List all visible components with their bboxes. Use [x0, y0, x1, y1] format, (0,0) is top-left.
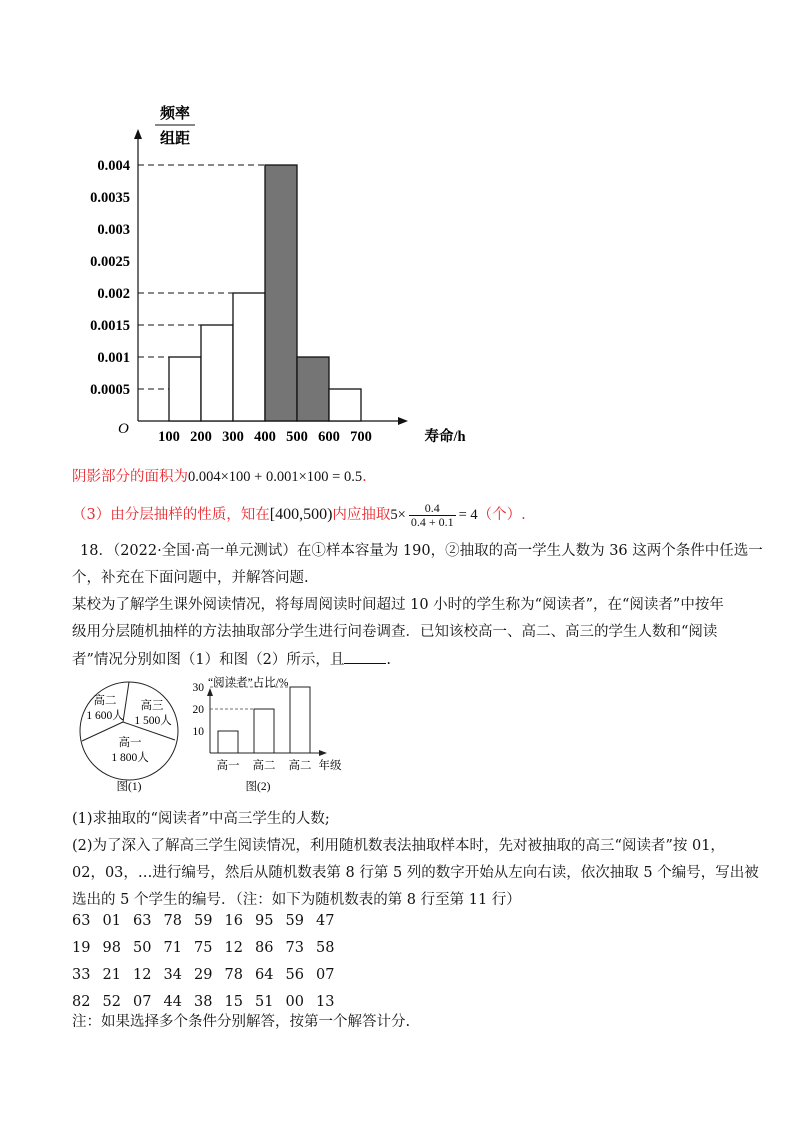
- expr-lead: 5×: [390, 507, 406, 523]
- bar2-title: “阅读者”占比/%: [208, 677, 289, 689]
- q18-line5-text: 者”情况分别如图（1）和图（2）所示，且: [72, 652, 345, 668]
- pie-divider-left: [82, 722, 123, 741]
- random-table-cell: 15: [224, 994, 243, 1010]
- bar2-category-label: 高二: [288, 760, 312, 772]
- random-table-cell: 33: [72, 967, 91, 983]
- question-2-line2: 02，03，…进行编号，然后从随机数表第 8 行第 5 列的数字开始从左向右读，依次抽取 5 个编号，写出被: [72, 865, 759, 881]
- hist-y-arrow: [134, 129, 142, 139]
- hist-x-label: 寿命/h: [424, 429, 466, 445]
- bar2-bar: [290, 687, 310, 753]
- random-table-cell: 51: [255, 994, 274, 1010]
- question-1: (1)求抽取的“阅读者”中高三学生的人数;: [72, 811, 330, 827]
- random-table-row: [72, 965, 334, 985]
- random-table-cell: 29: [194, 967, 213, 983]
- random-table-cell: 00: [285, 994, 304, 1010]
- hist-y-tick-label: 0.0005: [90, 382, 130, 398]
- random-table-cell: 07: [133, 994, 152, 1010]
- fraction: [409, 502, 456, 529]
- bar2-bar: [218, 731, 238, 753]
- hist-bar: [201, 325, 233, 421]
- random-table-cell: 86: [255, 940, 274, 956]
- pie-g1-label: 高一: [118, 737, 142, 749]
- hist-bar: [233, 293, 265, 421]
- random-table-cell: 78: [224, 967, 243, 983]
- question-2-line3: 选出的 5 个学生的编号．（注：如下为随机数表的第 8 行至第 11 行）: [72, 892, 521, 908]
- hist-x-tick-label: 200: [190, 429, 212, 445]
- hist-y-tick-label: 0.0025: [90, 254, 130, 270]
- random-table-cell: 21: [102, 967, 121, 983]
- bar2-y-tick-label: 20: [192, 704, 204, 716]
- random-table-cell: 52: [102, 994, 121, 1010]
- random-table-cell: 34: [163, 967, 182, 983]
- area-label: 阴影部分的面积为: [72, 469, 188, 485]
- random-table-cell: 58: [316, 940, 335, 956]
- hist-y-tick-label: 0.0035: [90, 190, 130, 206]
- hist-bar: [169, 357, 201, 421]
- part3-line: [72, 500, 526, 530]
- random-table-cell: 73: [285, 940, 304, 956]
- random-table-cell: 98: [102, 940, 121, 956]
- interval: [400,500): [269, 506, 333, 523]
- pie-g1-count: 1 800人: [111, 752, 149, 764]
- random-table-cell: 50: [133, 940, 152, 956]
- fraction-numerator: 0.4: [409, 502, 456, 516]
- hist-ylabel-top: 频率: [159, 106, 191, 122]
- part3-prefix: （3）由分层抽样的性质，知在: [72, 507, 270, 523]
- q18-line4: 级用分层随机抽样的方法抽取部分学生进行问卷调查．已知该校高一、高二、高三的学生人数和“阅读: [72, 624, 718, 640]
- q18-line3: 某校为了解学生课外阅读情况，将每周阅读时间超过 10 小时的学生称为“阅读者”，在“阅读者”中按年: [72, 597, 724, 613]
- random-table-cell: 75: [194, 940, 213, 956]
- hist-y-tick-label: 0.001: [97, 350, 130, 366]
- random-table-cell: 44: [163, 994, 182, 1010]
- hist-x-tick-label: 500: [286, 429, 308, 445]
- bar2-caption: 图(2): [245, 781, 271, 793]
- hist-bar: [329, 389, 361, 421]
- random-table-row: [72, 911, 334, 931]
- bar2-category-label: 高一: [216, 760, 240, 772]
- q18-line2: 个，补充在下面问题中，并解答问题.: [72, 570, 309, 586]
- random-table-cell: 47: [316, 913, 335, 929]
- hist-ylabel-bottom: 组距: [159, 131, 191, 147]
- random-table-cell: 12: [224, 940, 243, 956]
- reader-ratio-bar-chart: [190, 673, 360, 795]
- random-table-cell: 78: [163, 913, 182, 929]
- random-table-cell: 95: [255, 913, 274, 929]
- bar2-x-arrow: [319, 750, 327, 756]
- pie-g2-count: 1 600人: [86, 710, 124, 722]
- q18-line1: 18．（2022·全国·高一单元测试）在①样本容量为 190，②抽取的高一学生人数为 36 这两个条件中任选一: [80, 543, 763, 559]
- area-expression: 0.004×100 + 0.001×100 = 0.5: [188, 469, 363, 485]
- bar2-bar: [254, 709, 274, 753]
- student-count-pie-chart: [75, 678, 185, 793]
- random-table-cell: 13: [316, 994, 335, 1010]
- random-table-cell: 59: [194, 913, 213, 929]
- pie-caption: 图(1): [116, 781, 142, 793]
- answer-blank: [344, 649, 386, 664]
- area-line: [72, 467, 367, 487]
- random-table-row: [72, 938, 334, 958]
- bar2-y-tick-label: 10: [192, 726, 204, 738]
- hist-x-tick-label: 600: [318, 429, 340, 445]
- random-table-cell: 59: [285, 913, 304, 929]
- hist-bar: [265, 165, 297, 421]
- part3-mid: 内应抽取: [332, 507, 391, 523]
- random-table-cell: 82: [72, 994, 91, 1010]
- random-table-cell: 56: [285, 967, 304, 983]
- random-table-row: [72, 992, 334, 1012]
- scoring-note: 注：如果选择多个条件分别解答，按第一个解答计分.: [72, 1014, 411, 1030]
- expr-tail: = 4: [458, 507, 478, 523]
- area-end: .: [362, 469, 367, 485]
- random-table-cell: 71: [163, 940, 182, 956]
- hist-x-tick-label: 400: [254, 429, 276, 445]
- hist-y-tick-label: 0.004: [97, 158, 130, 174]
- random-table-cell: 64: [255, 967, 274, 983]
- bar2-y-tick-label: 30: [192, 682, 204, 694]
- part3-end: （个）.: [477, 507, 526, 523]
- hist-x-tick-label: 700: [350, 429, 372, 445]
- random-table-cell: 01: [102, 913, 121, 929]
- hist-y-tick-label: 0.003: [97, 222, 130, 238]
- hist-origin: O: [118, 421, 129, 437]
- pie-g2-label: 高二: [93, 695, 117, 707]
- question-2-line1: (2)为了深入了解高三学生阅读情况，利用随机数表法抽取样本时，先对被抽取的高三“阅读者”按 01，: [72, 838, 725, 854]
- pie-g3-label: 高三: [140, 700, 164, 712]
- fraction-denominator: 0.4 + 0.1: [410, 514, 454, 529]
- hist-y-tick-label: 0.002: [97, 286, 130, 302]
- lifespan-histogram: [60, 95, 480, 455]
- random-table-cell: 63: [133, 913, 152, 929]
- random-table-cell: 12: [133, 967, 152, 983]
- q18-line5-end: .: [386, 652, 391, 668]
- pie-divider-top: [123, 682, 129, 722]
- bar2-y-arrow: [207, 688, 213, 696]
- random-table-cell: 63: [72, 913, 91, 929]
- random-table-cell: 38: [194, 994, 213, 1010]
- random-table-cell: 16: [224, 913, 243, 929]
- hist-x-tick-label: 100: [158, 429, 180, 445]
- hist-x-arrow: [398, 417, 408, 425]
- hist-x-tick-label: 300: [222, 429, 244, 445]
- hist-y-tick-label: 0.0015: [90, 318, 130, 334]
- bar2-x-label: 年级: [318, 760, 342, 772]
- random-table-cell: 07: [316, 967, 335, 983]
- bar2-category-label: 高二: [252, 760, 276, 772]
- random-table-cell: 19: [72, 940, 91, 956]
- hist-bar: [297, 357, 329, 421]
- q18-line5: [72, 649, 391, 670]
- pie-g3-count: 1 500人: [134, 715, 172, 727]
